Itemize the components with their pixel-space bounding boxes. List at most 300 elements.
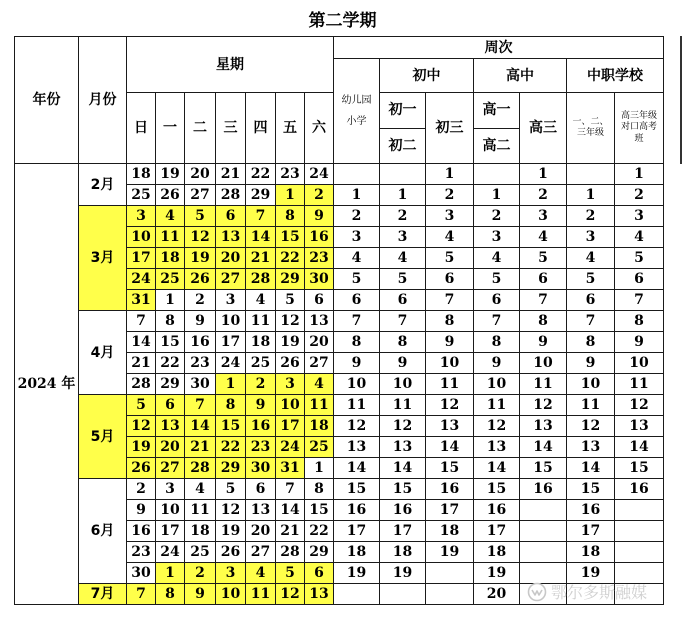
week-number-cell bbox=[334, 584, 380, 605]
week-number-cell: 2 bbox=[567, 206, 615, 227]
date-cell: 19 bbox=[156, 164, 185, 185]
date-cell: 12 bbox=[276, 311, 305, 332]
week-number-cell: 3 bbox=[426, 206, 474, 227]
week-number-cell bbox=[615, 521, 664, 542]
date-cell: 13 bbox=[156, 416, 185, 437]
week-number-cell: 15 bbox=[520, 458, 567, 479]
week-number-cell: 6 bbox=[380, 290, 426, 311]
month-cell: 3月 bbox=[79, 206, 127, 311]
date-cell: 9 bbox=[185, 311, 216, 332]
date-cell: 10 bbox=[127, 227, 156, 248]
week-number-cell: 12 bbox=[334, 416, 380, 437]
week-number-cell bbox=[426, 584, 474, 605]
date-cell: 20 bbox=[216, 248, 246, 269]
week-number-cell: 7 bbox=[474, 311, 520, 332]
date-cell: 3 bbox=[216, 290, 246, 311]
vocational-header: 中职学校 bbox=[567, 59, 664, 93]
date-cell: 23 bbox=[305, 248, 334, 269]
week-number-cell: 7 bbox=[380, 311, 426, 332]
date-cell: 15 bbox=[156, 332, 185, 353]
week-number-cell: 5 bbox=[615, 248, 664, 269]
date-cell: 5 bbox=[185, 206, 216, 227]
date-cell: 23 bbox=[127, 542, 156, 563]
week-number-cell: 5 bbox=[380, 269, 426, 290]
week-number-cell: 12 bbox=[615, 395, 664, 416]
vocational-gaokao-header: 高三年级对口高考班 bbox=[615, 93, 664, 164]
date-cell: 16 bbox=[185, 332, 216, 353]
week-number-cell: 19 bbox=[474, 563, 520, 584]
week-number-cell: 2 bbox=[520, 185, 567, 206]
week-number-cell: 1 bbox=[520, 164, 567, 185]
week-number-cell: 4 bbox=[567, 248, 615, 269]
date-cell: 15 bbox=[305, 500, 334, 521]
date-cell: 23 bbox=[276, 164, 305, 185]
date-cell: 3 bbox=[156, 479, 185, 500]
date-cell: 14 bbox=[276, 500, 305, 521]
date-cell: 7 bbox=[127, 584, 156, 605]
date-cell: 8 bbox=[216, 395, 246, 416]
date-cell: 19 bbox=[276, 332, 305, 353]
week-number-cell: 16 bbox=[334, 500, 380, 521]
weekday-name: 日 bbox=[127, 93, 156, 164]
week-number-cell: 16 bbox=[380, 500, 426, 521]
date-cell: 30 bbox=[127, 563, 156, 584]
junior-high-header: 初中 bbox=[380, 59, 474, 93]
week-number-cell: 18 bbox=[426, 521, 474, 542]
week-number-cell: 4 bbox=[474, 248, 520, 269]
week-number-cell: 7 bbox=[567, 311, 615, 332]
week-number-cell: 9 bbox=[380, 353, 426, 374]
date-cell: 29 bbox=[276, 269, 305, 290]
date-cell: 17 bbox=[216, 332, 246, 353]
week-number-cell: 15 bbox=[380, 479, 426, 500]
week-number-cell: 2 bbox=[615, 185, 664, 206]
week-number-cell: 16 bbox=[426, 479, 474, 500]
date-cell: 13 bbox=[246, 500, 276, 521]
weekday-name: 四 bbox=[246, 93, 276, 164]
date-cell: 4 bbox=[246, 290, 276, 311]
date-cell: 17 bbox=[276, 416, 305, 437]
week-number-cell: 9 bbox=[426, 332, 474, 353]
date-cell: 9 bbox=[127, 500, 156, 521]
week-number-cell: 10 bbox=[567, 374, 615, 395]
date-cell: 16 bbox=[246, 416, 276, 437]
week-number-cell: 17 bbox=[380, 521, 426, 542]
school-calendar-table bbox=[14, 36, 664, 605]
date-cell: 5 bbox=[127, 395, 156, 416]
date-cell: 10 bbox=[156, 500, 185, 521]
date-cell: 22 bbox=[216, 437, 246, 458]
week-number-cell: 13 bbox=[520, 416, 567, 437]
date-cell: 30 bbox=[185, 374, 216, 395]
weekday-name: 一 bbox=[156, 93, 185, 164]
date-cell: 11 bbox=[305, 395, 334, 416]
week-number-cell: 13 bbox=[567, 437, 615, 458]
week-number-cell: 6 bbox=[474, 290, 520, 311]
week-number-cell: 13 bbox=[426, 416, 474, 437]
date-cell: 22 bbox=[276, 248, 305, 269]
week-number-cell: 17 bbox=[474, 521, 520, 542]
week-number-cell: 7 bbox=[426, 290, 474, 311]
date-cell: 24 bbox=[305, 164, 334, 185]
week-number-cell: 5 bbox=[520, 248, 567, 269]
week-number-cell: 12 bbox=[426, 395, 474, 416]
week-number-cell: 9 bbox=[615, 332, 664, 353]
week-number-cell: 12 bbox=[567, 416, 615, 437]
date-cell: 14 bbox=[246, 227, 276, 248]
week-number-cell: 6 bbox=[567, 290, 615, 311]
date-cell: 27 bbox=[156, 458, 185, 479]
date-cell: 25 bbox=[127, 185, 156, 206]
date-cell: 18 bbox=[246, 332, 276, 353]
date-cell: 21 bbox=[185, 437, 216, 458]
week-number-cell: 15 bbox=[615, 458, 664, 479]
date-cell: 14 bbox=[127, 332, 156, 353]
week-number-cell: 4 bbox=[334, 248, 380, 269]
date-cell: 9 bbox=[305, 206, 334, 227]
date-cell: 31 bbox=[127, 290, 156, 311]
date-cell: 6 bbox=[216, 206, 246, 227]
date-cell: 1 bbox=[276, 185, 305, 206]
week-number-cell: 17 bbox=[426, 500, 474, 521]
date-cell: 23 bbox=[246, 437, 276, 458]
date-cell: 8 bbox=[276, 206, 305, 227]
date-cell: 24 bbox=[127, 269, 156, 290]
week-number-cell: 19 bbox=[334, 563, 380, 584]
date-cell: 18 bbox=[156, 248, 185, 269]
week-number-cell: 13 bbox=[474, 437, 520, 458]
week-number-cell: 6 bbox=[615, 269, 664, 290]
date-cell: 22 bbox=[246, 164, 276, 185]
week-number-cell: 11 bbox=[380, 395, 426, 416]
date-cell: 28 bbox=[216, 185, 246, 206]
date-cell: 20 bbox=[185, 164, 216, 185]
senior-high-header: 高中 bbox=[474, 59, 567, 93]
month-cell: 4月 bbox=[79, 311, 127, 395]
weekday-name: 三 bbox=[216, 93, 246, 164]
weekday-name: 六 bbox=[305, 93, 334, 164]
date-cell: 20 bbox=[156, 437, 185, 458]
week-number-cell: 10 bbox=[334, 374, 380, 395]
month-cell: 6月 bbox=[79, 479, 127, 584]
junior-1-2-header: 初一 初二 bbox=[380, 93, 426, 164]
week-number-cell: 14 bbox=[567, 458, 615, 479]
date-cell: 29 bbox=[305, 542, 334, 563]
weekday-name: 二 bbox=[185, 93, 216, 164]
date-cell: 20 bbox=[305, 332, 334, 353]
date-cell: 15 bbox=[276, 227, 305, 248]
week-number-cell: 10 bbox=[426, 353, 474, 374]
week-number-cell: 2 bbox=[426, 185, 474, 206]
week-number-cell: 11 bbox=[615, 374, 664, 395]
week-number-cell: 4 bbox=[615, 227, 664, 248]
date-cell: 1 bbox=[156, 290, 185, 311]
week-number-cell: 2 bbox=[380, 206, 426, 227]
week-number-cell: 12 bbox=[380, 416, 426, 437]
week-number-cell: 16 bbox=[520, 479, 567, 500]
date-cell: 2 bbox=[246, 374, 276, 395]
week-number-cell: 3 bbox=[567, 227, 615, 248]
date-cell: 8 bbox=[156, 311, 185, 332]
date-cell: 8 bbox=[305, 479, 334, 500]
date-cell: 18 bbox=[127, 164, 156, 185]
date-cell: 20 bbox=[246, 521, 276, 542]
date-cell: 4 bbox=[305, 374, 334, 395]
date-cell: 29 bbox=[246, 185, 276, 206]
week-number-cell: 15 bbox=[567, 479, 615, 500]
week-number-cell: 7 bbox=[334, 311, 380, 332]
week-number-cell: 4 bbox=[520, 227, 567, 248]
date-cell: 9 bbox=[185, 584, 216, 605]
date-cell: 26 bbox=[276, 353, 305, 374]
calendar-week-row bbox=[15, 395, 664, 416]
date-cell: 25 bbox=[305, 437, 334, 458]
date-cell: 25 bbox=[156, 269, 185, 290]
date-cell: 28 bbox=[127, 374, 156, 395]
week-number-cell: 8 bbox=[474, 332, 520, 353]
date-cell: 27 bbox=[185, 185, 216, 206]
date-cell: 18 bbox=[185, 521, 216, 542]
week-number-cell: 11 bbox=[334, 395, 380, 416]
kindergarten-primary-header: 幼儿园 小学 bbox=[334, 59, 380, 164]
date-cell: 27 bbox=[216, 269, 246, 290]
date-cell: 10 bbox=[216, 584, 246, 605]
week-number-cell: 4 bbox=[380, 248, 426, 269]
week-number-cell: 9 bbox=[520, 332, 567, 353]
calendar-week-row bbox=[15, 311, 664, 332]
date-cell: 28 bbox=[276, 542, 305, 563]
date-cell: 21 bbox=[127, 353, 156, 374]
date-cell: 3 bbox=[216, 563, 246, 584]
week-number-cell: 13 bbox=[334, 437, 380, 458]
week-number-cell: 8 bbox=[334, 332, 380, 353]
week-number-cell: 11 bbox=[474, 395, 520, 416]
week-number-cell bbox=[615, 542, 664, 563]
year-cell: 2024 年 bbox=[15, 164, 79, 605]
week-number-cell: 18 bbox=[474, 542, 520, 563]
date-cell: 6 bbox=[156, 395, 185, 416]
week-number-cell: 18 bbox=[567, 542, 615, 563]
week-number-cell: 8 bbox=[520, 311, 567, 332]
date-cell: 7 bbox=[185, 395, 216, 416]
date-cell: 10 bbox=[276, 395, 305, 416]
week-number-header: 周次 bbox=[334, 37, 664, 59]
date-cell: 19 bbox=[127, 437, 156, 458]
date-cell: 6 bbox=[305, 563, 334, 584]
week-number-cell: 7 bbox=[520, 290, 567, 311]
date-cell: 25 bbox=[185, 542, 216, 563]
date-cell: 29 bbox=[156, 374, 185, 395]
week-number-cell: 8 bbox=[380, 332, 426, 353]
weekday-name: 五 bbox=[276, 93, 305, 164]
week-number-cell: 11 bbox=[426, 374, 474, 395]
week-number-cell: 6 bbox=[426, 269, 474, 290]
week-number-cell: 7 bbox=[615, 290, 664, 311]
date-cell: 22 bbox=[305, 521, 334, 542]
date-cell: 5 bbox=[216, 479, 246, 500]
date-cell: 27 bbox=[305, 353, 334, 374]
week-number-cell: 18 bbox=[334, 542, 380, 563]
date-cell: 24 bbox=[216, 353, 246, 374]
week-number-cell bbox=[380, 584, 426, 605]
weekday-header: 星期 bbox=[127, 37, 334, 93]
week-number-cell: 15 bbox=[334, 479, 380, 500]
date-cell: 13 bbox=[216, 227, 246, 248]
week-number-cell: 5 bbox=[426, 248, 474, 269]
week-number-cell: 8 bbox=[615, 311, 664, 332]
week-number-cell: 17 bbox=[334, 521, 380, 542]
month-cell: 2月 bbox=[79, 164, 127, 206]
week-number-cell: 3 bbox=[474, 227, 520, 248]
week-number-cell: 14 bbox=[615, 437, 664, 458]
week-number-cell bbox=[520, 500, 567, 521]
date-cell: 26 bbox=[185, 269, 216, 290]
week-number-cell: 16 bbox=[615, 479, 664, 500]
week-number-cell: 16 bbox=[474, 500, 520, 521]
date-cell: 12 bbox=[276, 584, 305, 605]
date-cell: 15 bbox=[216, 416, 246, 437]
week-number-cell: 9 bbox=[567, 353, 615, 374]
date-cell: 19 bbox=[216, 521, 246, 542]
week-number-cell bbox=[334, 164, 380, 185]
week-number-cell: 14 bbox=[334, 458, 380, 479]
calendar-week-row bbox=[15, 164, 664, 185]
week-number-cell: 1 bbox=[426, 164, 474, 185]
week-number-cell bbox=[426, 563, 474, 584]
date-cell: 2 bbox=[305, 185, 334, 206]
week-number-cell: 20 bbox=[474, 584, 520, 605]
date-cell: 21 bbox=[216, 164, 246, 185]
date-cell: 29 bbox=[216, 458, 246, 479]
date-cell: 30 bbox=[305, 269, 334, 290]
week-number-cell: 5 bbox=[474, 269, 520, 290]
senior-3-header: 高三 bbox=[520, 93, 567, 164]
date-cell: 8 bbox=[156, 584, 185, 605]
month-cell: 7月 bbox=[79, 584, 127, 605]
week-number-cell: 10 bbox=[615, 353, 664, 374]
week-number-cell bbox=[615, 500, 664, 521]
week-number-cell: 5 bbox=[567, 269, 615, 290]
date-cell: 5 bbox=[276, 563, 305, 584]
week-number-cell: 17 bbox=[567, 521, 615, 542]
date-cell: 6 bbox=[246, 479, 276, 500]
date-cell: 4 bbox=[185, 479, 216, 500]
week-number-cell: 16 bbox=[567, 500, 615, 521]
date-cell: 18 bbox=[305, 416, 334, 437]
week-number-cell: 4 bbox=[426, 227, 474, 248]
date-cell: 19 bbox=[185, 248, 216, 269]
week-number-cell: 15 bbox=[426, 458, 474, 479]
year-header: 年份 bbox=[15, 37, 79, 164]
week-number-cell: 1 bbox=[474, 185, 520, 206]
date-cell: 1 bbox=[216, 374, 246, 395]
date-cell: 26 bbox=[127, 458, 156, 479]
calendar-week-row bbox=[15, 206, 664, 227]
week-number-cell: 1 bbox=[567, 185, 615, 206]
junior-3-header: 初三 bbox=[426, 93, 474, 164]
date-cell: 14 bbox=[185, 416, 216, 437]
date-cell: 2 bbox=[185, 563, 216, 584]
date-cell: 7 bbox=[276, 479, 305, 500]
date-cell: 13 bbox=[305, 584, 334, 605]
week-number-cell: 15 bbox=[474, 479, 520, 500]
date-cell: 12 bbox=[185, 227, 216, 248]
week-number-cell: 8 bbox=[567, 332, 615, 353]
date-cell: 22 bbox=[156, 353, 185, 374]
date-cell: 21 bbox=[246, 248, 276, 269]
week-number-cell: 9 bbox=[474, 353, 520, 374]
date-cell: 11 bbox=[185, 500, 216, 521]
week-number-cell: 14 bbox=[380, 458, 426, 479]
wechat-channel-icon bbox=[527, 582, 547, 602]
date-cell: 11 bbox=[156, 227, 185, 248]
week-number-cell: 5 bbox=[334, 269, 380, 290]
week-number-cell: 8 bbox=[426, 311, 474, 332]
right-edge-line bbox=[680, 36, 682, 164]
watermark bbox=[527, 580, 647, 603]
week-number-cell: 3 bbox=[520, 206, 567, 227]
week-number-cell bbox=[380, 164, 426, 185]
date-cell: 17 bbox=[127, 248, 156, 269]
week-number-cell: 10 bbox=[380, 374, 426, 395]
week-number-cell: 11 bbox=[567, 395, 615, 416]
week-number-cell: 2 bbox=[474, 206, 520, 227]
week-number-cell: 6 bbox=[520, 269, 567, 290]
week-number-cell: 6 bbox=[334, 290, 380, 311]
date-cell: 30 bbox=[246, 458, 276, 479]
week-number-cell: 10 bbox=[520, 353, 567, 374]
date-cell: 10 bbox=[216, 311, 246, 332]
date-cell: 25 bbox=[246, 353, 276, 374]
date-cell: 6 bbox=[305, 290, 334, 311]
date-cell: 28 bbox=[185, 458, 216, 479]
week-number-cell: 13 bbox=[380, 437, 426, 458]
date-cell: 16 bbox=[305, 227, 334, 248]
week-number-cell: 3 bbox=[615, 206, 664, 227]
week-number-cell: 14 bbox=[474, 458, 520, 479]
date-cell: 12 bbox=[127, 416, 156, 437]
watermark-text: 鄂尔多斯融媒 bbox=[551, 583, 648, 602]
calendar-week-row bbox=[15, 479, 664, 500]
date-cell: 11 bbox=[246, 584, 276, 605]
week-number-cell: 1 bbox=[380, 185, 426, 206]
week-number-cell: 19 bbox=[380, 563, 426, 584]
date-cell: 2 bbox=[185, 290, 216, 311]
date-cell: 11 bbox=[246, 311, 276, 332]
week-number-cell: 14 bbox=[426, 437, 474, 458]
date-cell: 3 bbox=[276, 374, 305, 395]
date-cell: 4 bbox=[246, 563, 276, 584]
date-cell: 17 bbox=[156, 521, 185, 542]
week-number-cell: 12 bbox=[520, 395, 567, 416]
month-header: 月份 bbox=[79, 37, 127, 164]
date-cell: 7 bbox=[246, 206, 276, 227]
week-number-cell: 12 bbox=[474, 416, 520, 437]
week-number-cell: 2 bbox=[334, 206, 380, 227]
week-number-cell: 14 bbox=[520, 437, 567, 458]
week-number-cell: 11 bbox=[520, 374, 567, 395]
date-cell: 27 bbox=[246, 542, 276, 563]
week-number-cell: 1 bbox=[615, 164, 664, 185]
date-cell: 1 bbox=[305, 458, 334, 479]
week-number-cell bbox=[474, 164, 520, 185]
week-number-cell: 19 bbox=[426, 542, 474, 563]
date-cell: 26 bbox=[216, 542, 246, 563]
page-title: 第二学期 bbox=[308, 11, 377, 31]
vocational-grade-1-3-header: 一、二、三年级 bbox=[567, 93, 615, 164]
date-cell: 9 bbox=[246, 395, 276, 416]
week-number-cell: 19 bbox=[567, 563, 615, 584]
